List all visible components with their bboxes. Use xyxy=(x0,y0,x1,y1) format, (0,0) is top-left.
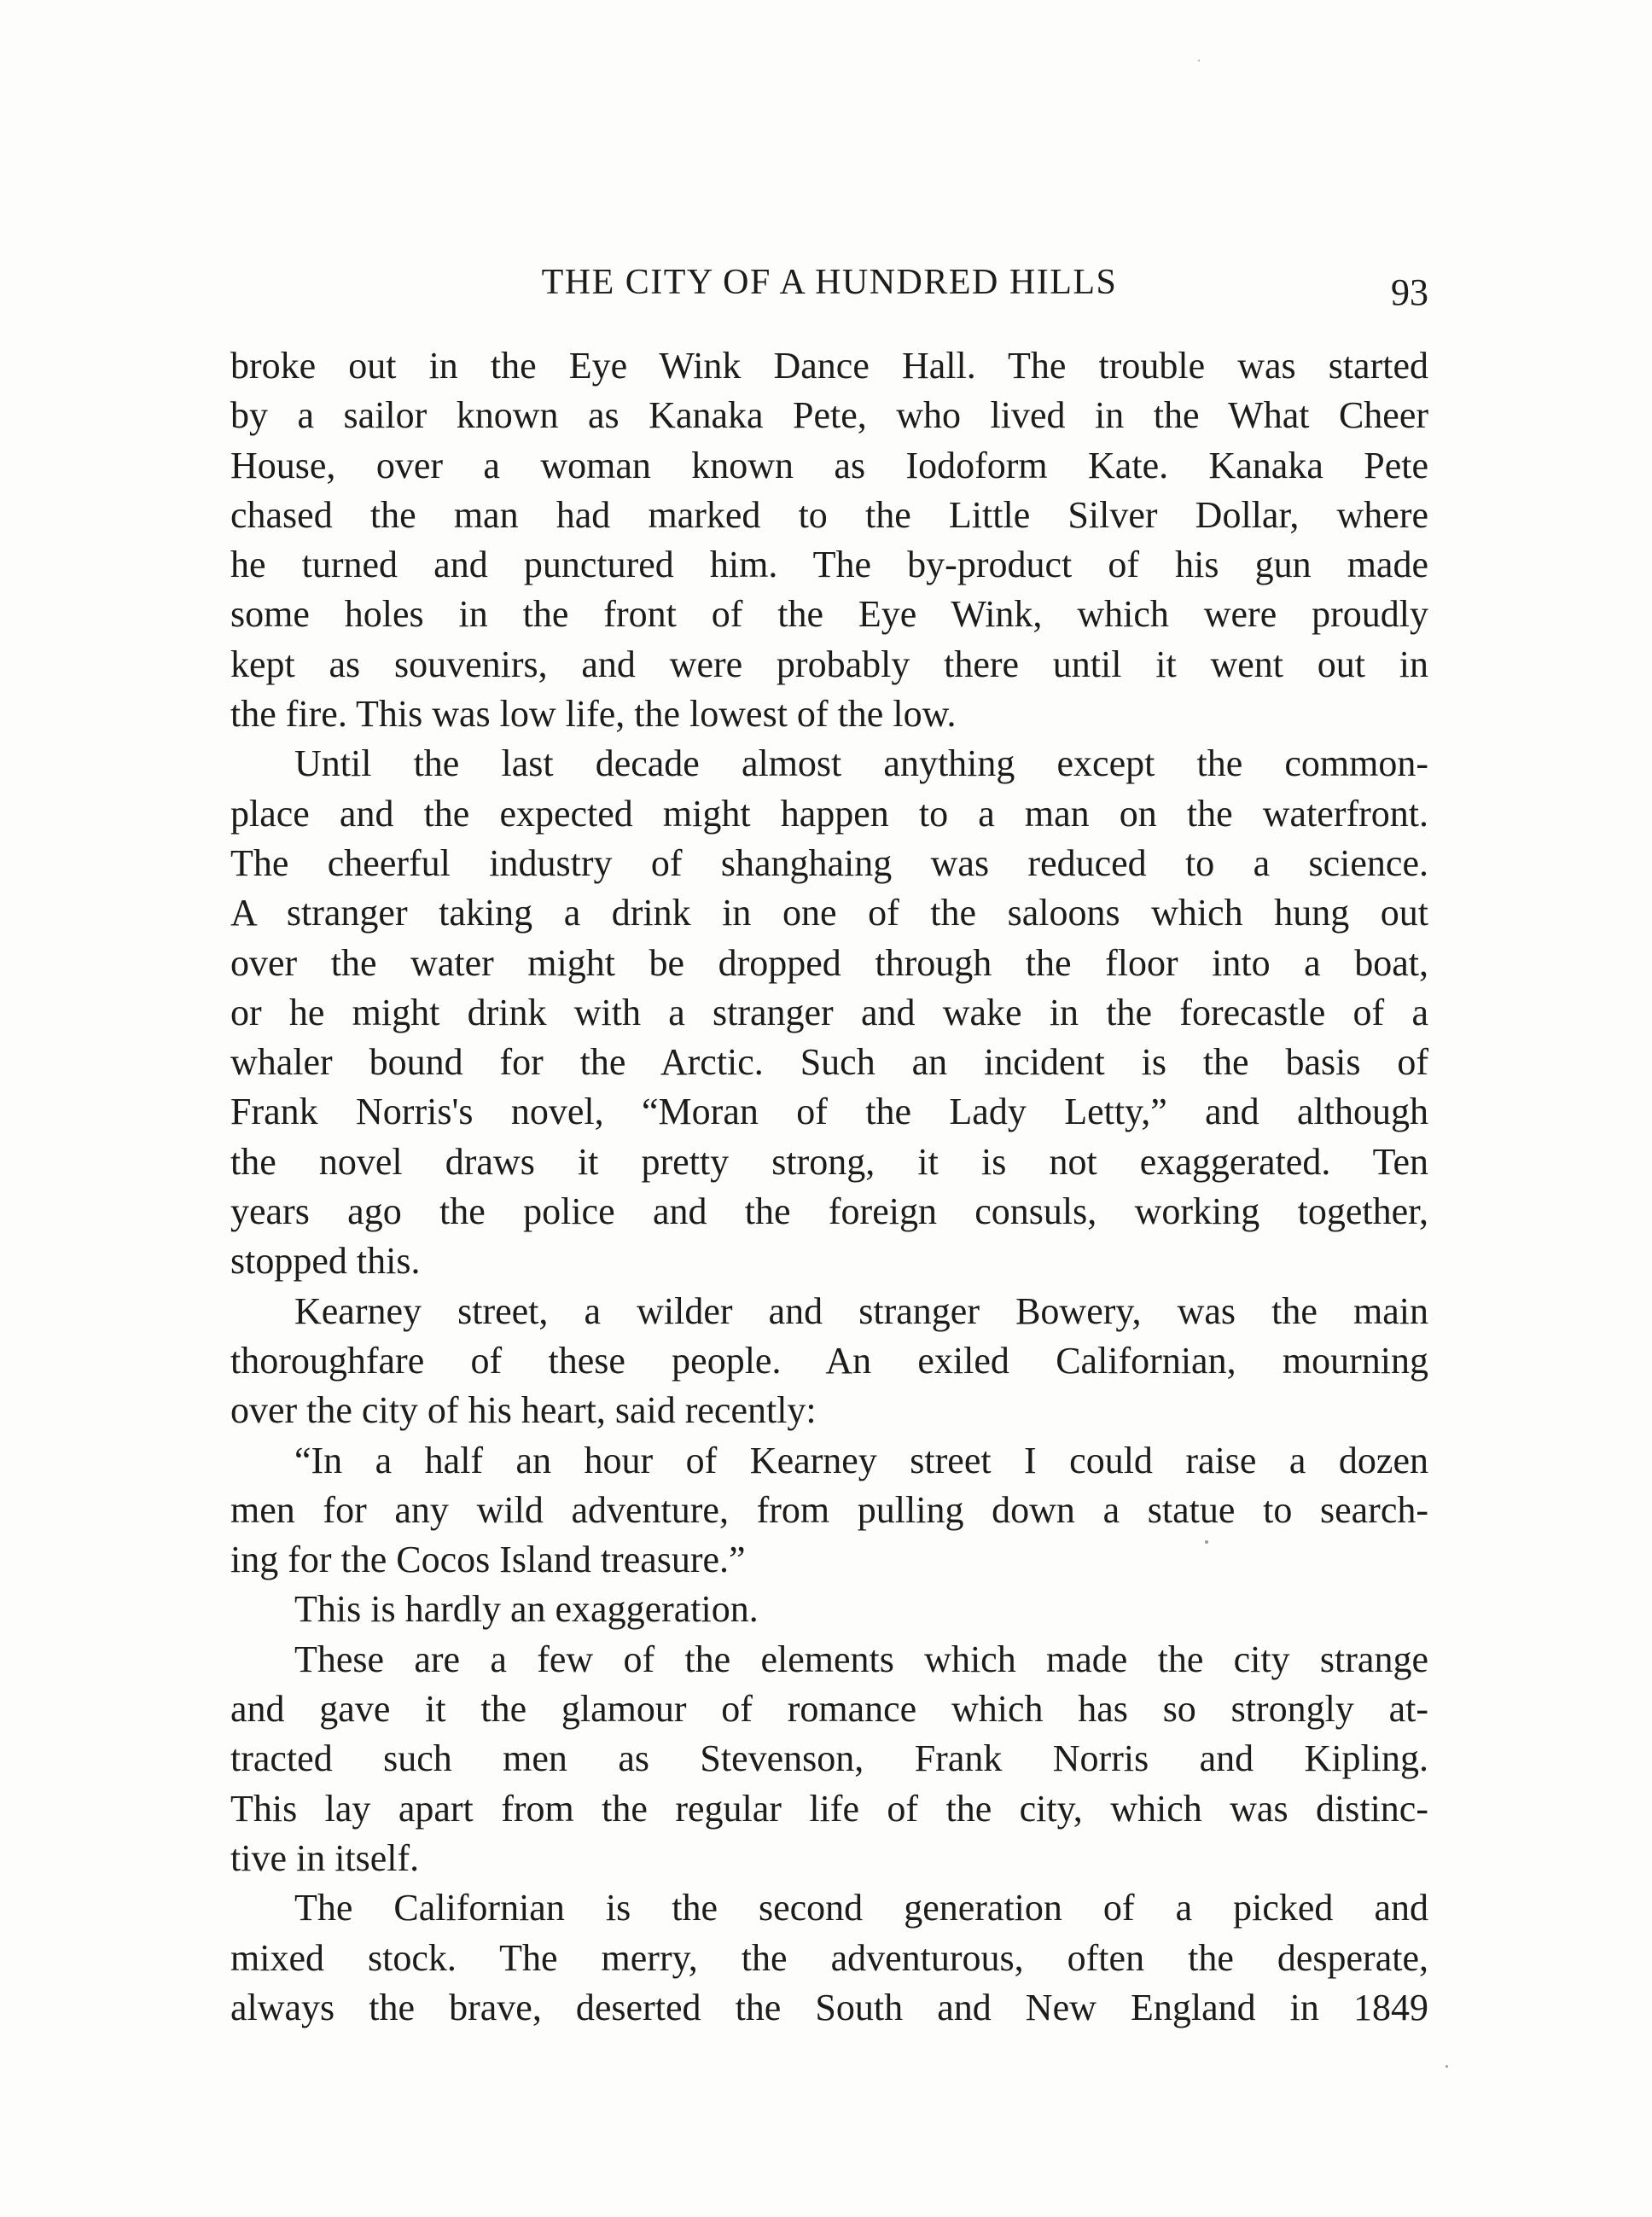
text-line: Until the last decade almost anything except the common- xyxy=(294,742,1428,785)
text-line: The cheerful industry of shanghaing was reduced to a science. xyxy=(230,841,1428,884)
text-line: or he might drink with a stranger and wake in the forecastle of a xyxy=(230,991,1428,1033)
scan-speck xyxy=(1198,60,1200,61)
text-line: he turned and punctured him. The by-product of his gun made xyxy=(230,544,1428,586)
text-line: stopped this. xyxy=(230,1240,421,1283)
text-line: and gave it the glamour of romance which has so strongly at- xyxy=(230,1688,1428,1731)
text-line: tracted such men as Stevenson, Frank Norris and Kipling. xyxy=(230,1737,1428,1780)
text-line: thoroughfare of these people. An exiled Californian, mourning xyxy=(230,1339,1428,1382)
text-line: some holes in the front of the Eye Wink, which were proudly xyxy=(230,593,1428,636)
text-line: The Californian is the second generation of a picked and xyxy=(294,1887,1428,1929)
paragraph xyxy=(230,1585,1428,1634)
scan-speck xyxy=(1205,1540,1208,1544)
text-line: broke out in the Eye Wink Dance Hall. The trouble was started xyxy=(230,345,1428,387)
paragraph xyxy=(230,739,1428,1286)
text-line: This is hardly an exaggeration. xyxy=(294,1588,759,1631)
text-line: tive in itself. xyxy=(230,1836,420,1879)
text-line: years ago the police and the foreign consuls, working together, xyxy=(230,1190,1428,1233)
text-line: over the water might be dropped through the floor into a boat, xyxy=(230,941,1428,984)
text-line: whaler bound for the Arctic. Such an incident is the basis of xyxy=(230,1041,1428,1084)
text-line: chased the man had marked to the Little Silver Dollar, where xyxy=(230,493,1428,536)
text-line: “In a half an hour of Kearney street I could raise a dozen xyxy=(294,1439,1428,1481)
text-line: always the brave, deserted the South and New England in 1849 xyxy=(230,1986,1428,2028)
text-line: kept as souvenirs, and were probably there until it went out in xyxy=(230,643,1428,685)
text-line: mixed stock. The merry, the adventurous, often the desperate, xyxy=(230,1936,1428,1979)
text-line: place and the expected might happen to a man on the waterfront. xyxy=(230,792,1428,835)
body-text xyxy=(230,341,1428,2033)
running-title: THE CITY OF A HUNDRED HILLS xyxy=(541,263,1118,302)
paragraph xyxy=(230,1635,1428,1883)
text-line: Kearney street, a wilder and stranger Bowery, was the main xyxy=(294,1289,1428,1332)
text-line: men for any wild adventure, from pulling down a statue to search- xyxy=(230,1488,1428,1531)
text-line: the fire. This was low life, the lowest of the low. xyxy=(230,693,957,736)
text-line: by a sailor known as Kanaka Pete, who lived in the What Cheer xyxy=(230,394,1428,437)
text-line: over the city of his heart, said recently: xyxy=(230,1389,817,1432)
text-line: A stranger taking a drink in one of the saloons which hung out xyxy=(230,892,1428,934)
text-line: the novel draws it pretty strong, it is not exaggerated. Ten xyxy=(230,1140,1428,1183)
paragraph xyxy=(230,1287,1428,1436)
text-line: Frank Norris's novel, “Moran of the Lady Letty,” and although xyxy=(230,1091,1428,1133)
paragraph xyxy=(230,1883,1428,2033)
page-number: 93 xyxy=(1391,271,1428,313)
scan-speck xyxy=(1446,2065,1448,2068)
quote-paragraph xyxy=(230,1436,1428,1586)
running-head xyxy=(230,253,1428,312)
text-line: ing for the Cocos Island treasure.” xyxy=(230,1539,746,1581)
paragraph xyxy=(230,341,1428,739)
text-line: These are a few of the elements which made the city strange xyxy=(294,1638,1428,1680)
text-line: This lay apart from the regular life of the city, which was distinc- xyxy=(230,1787,1428,1830)
text-line: House, over a woman known as Iodoform Kate. Kanaka Pete xyxy=(230,444,1428,486)
